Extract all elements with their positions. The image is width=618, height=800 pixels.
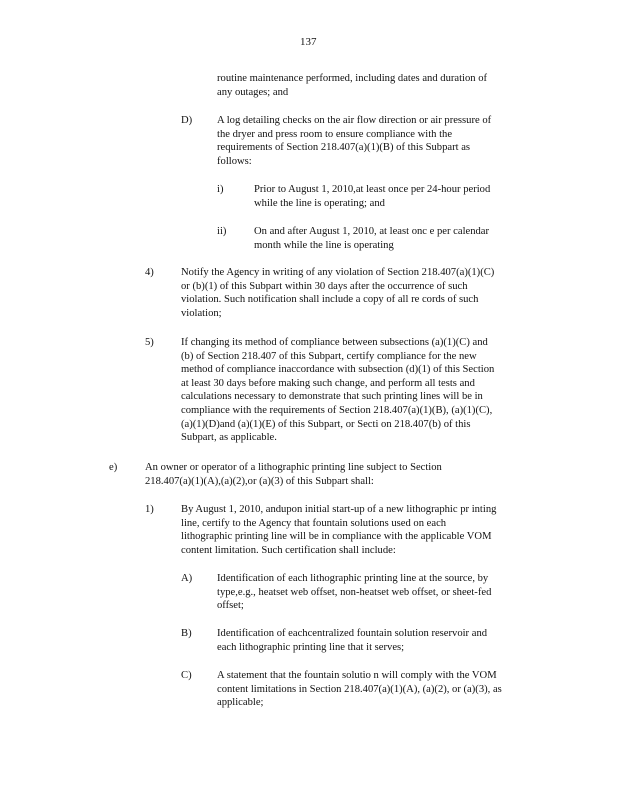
text-line: (a)(1)(D)and (a)(1)(E) of this Subpart, or Secti on 218.407(b) of this <box>181 418 471 430</box>
text-line: follows: <box>217 155 252 167</box>
item-d-ii-text <box>254 225 514 252</box>
text-line: requirements of Section 218.407(a)(1)(B) of this Subpart as <box>217 142 471 154</box>
item-e-label: e) <box>109 462 118 473</box>
text-line: routine maintenance performed, including dates and duration of <box>217 73 488 84</box>
item-d-label: D) <box>181 115 193 126</box>
text-line: the dryer and press room to ensure compliance with the <box>217 128 453 140</box>
item-a-label: A) <box>181 573 193 584</box>
text-line: while the line is operating; and <box>254 197 385 209</box>
item-d-ii-label: ii) <box>217 226 227 237</box>
item-c-text <box>217 669 540 710</box>
text-line: offset; <box>217 600 244 612</box>
text-line: month while the line is operating <box>254 239 394 251</box>
item-c-label: C) <box>181 670 192 681</box>
text-line: Prior to August 1, 2010,at least once per 24-hour period <box>254 184 491 195</box>
text-line: any outages; and <box>217 86 289 98</box>
item-a-text <box>217 572 529 613</box>
item-4-label: 4) <box>145 267 154 278</box>
text-line: or (b)(1) of this Subpart within 30 days after the occurrence of such <box>181 280 468 292</box>
item-5-label: 5) <box>145 337 154 348</box>
item-e1-label: 1) <box>145 504 154 515</box>
page-number: 137 <box>300 36 317 48</box>
text-line: content limitations in Section 218.407(a)(1)(A), (a)(2), or (a)(3), as <box>217 683 502 695</box>
item-4-text <box>181 266 529 320</box>
text-line: Subpart, as applicable. <box>181 432 277 444</box>
text-line: An owner or operator of a lithographic printing line subject to Section <box>145 462 442 473</box>
text-line: By August 1, 2010, andupon initial start-up of a new lithographic pr inting <box>181 504 497 515</box>
item-d-i-label: i) <box>217 184 224 195</box>
text-line: Identification of eachcentralized fountain solution reservoir and <box>217 628 488 639</box>
text-line: method of compliance inaccordance with subsection (d)(1) of this Section <box>181 364 495 376</box>
text-line: line, certify to the Agency that fountain solutions used on each <box>181 517 447 529</box>
text-line: If changing its method of compliance between subsections (a)(1)(C) and <box>181 337 488 348</box>
text-line: type,e.g., heatset web offset, non-heatset web offset, or sheet-fed <box>217 586 492 598</box>
item-d-text <box>217 114 529 168</box>
paragraph-continuation <box>217 72 524 99</box>
text-line: at least 30 days before making such change, and perform all tests and <box>181 377 475 389</box>
item-e-text <box>145 461 477 488</box>
text-line: On and after August 1, 2010, at least onc e per calendar <box>254 226 490 237</box>
item-b-text <box>217 627 524 654</box>
item-5-text <box>181 336 529 445</box>
text-line: each lithographic printing line that it serves; <box>217 641 405 653</box>
text-line: applicable; <box>217 697 264 709</box>
text-line: A log detailing checks on the air flow direction or air pressure of <box>217 115 492 126</box>
item-b-label: B) <box>181 628 192 639</box>
text-line: 218.407(a)(1)(A),(a)(2),or (a)(3) of this Subpart shall: <box>145 475 374 487</box>
text-line: Notify the Agency in writing of any violation of Section 218.407(a)(1)(C) <box>181 267 495 278</box>
text-line: Identification of each lithographic printing line at the source, by <box>217 573 489 584</box>
text-line: lithographic printing line will be in compliance with the applicable VOM <box>181 531 492 543</box>
text-line: violation; <box>181 307 222 319</box>
text-line: violation. Such notification shall include a copy of all re cords of such <box>181 294 479 306</box>
item-d-i-text <box>254 183 521 210</box>
text-line: A statement that the fountain solutio n will comply with the VOM <box>217 670 497 681</box>
text-line: compliance with the requirements of Section 218.407(a)(1)(B), (a)(1)(C), <box>181 404 493 416</box>
item-e1-text <box>181 503 538 557</box>
text-line: (b) of Section 218.407 of this Subpart, certify compliance for the new <box>181 350 477 362</box>
text-line: content limitation. Such certification shall include: <box>181 544 396 556</box>
text-line: calculations necessary to demonstrate that such printing lines will be in <box>181 391 483 403</box>
